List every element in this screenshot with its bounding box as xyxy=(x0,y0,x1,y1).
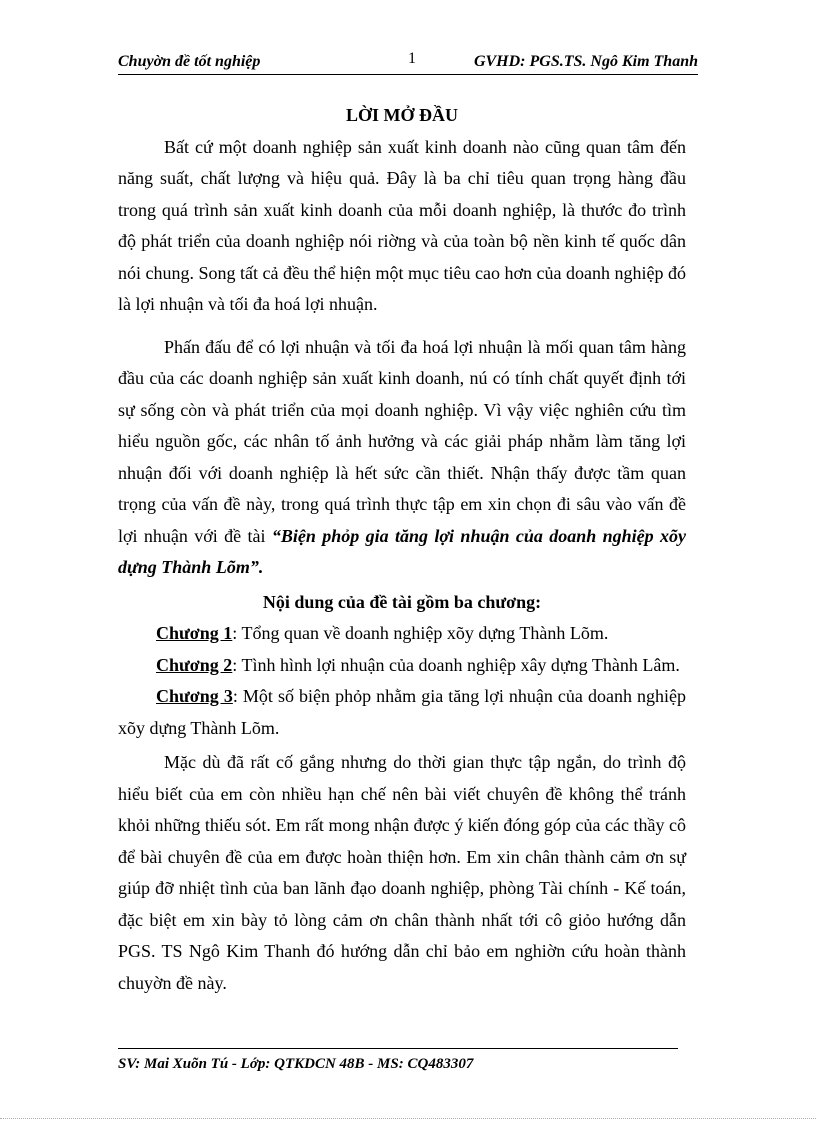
contents-heading: Nội dung của đề tài gồm ba chương: xyxy=(262,591,542,612)
paragraph-intro: Bất cứ một doanh nghiệp sản xuất kinh doanh nào cũng quan tâm đến năng suất, chất lượng và hiệu quả. Đây là ba chỉ tiêu quan trọng hàng đầu trong quá trình sản xuất kinh doanh của mỗi doanh nghiệp, là thước đo trình độ phát triển của doanh nghiệp nói riờng và của toàn bộ nền kinh tế quốc dân nói chung. Song tất cả đều thể hiện một mục tiêu cao hơn của doanh nghiệp đó là lợi nhuận và tối đa hoá lợi nhuận. xyxy=(118,136,686,314)
page-bottom-divider xyxy=(0,1118,816,1119)
chapter-2-label: Chương 2 xyxy=(156,654,233,675)
chapter-2 xyxy=(118,650,686,682)
chapter-1-label: Chương 1 xyxy=(156,623,233,643)
paragraph-topic-text: Phấn đấu để có lợi nhuận và tối đa hoá lợi nhuận là mối quan tâm hàng đầu của các doanh nghiệp sản xuất kinh doanh, nú có tính chất quyết định tới sự sống còn và phát triển của mọi doanh nghiệp. Vì vậy việc nghiên cứu tìm hiểu nguồn gốc, các nhân tố ảnh hưởng và các giải pháp nhằm làm tăng lợi nhuận đối với doanh nghiệp là hết sức cần thiết. Nhận thấy được tầm quan trọng của vấn đề này, trong quá trình thực tập em xin chọn đi sâu vào vấn đề lợi nhuận với đề tài xyxy=(118,336,686,546)
paragraph-acknowledgement: Mặc dù đã rất cố gắng nhưng do thời gian thực tập ngắn, do trình độ hiểu biết của em còn nhiều hạn chế nên bài viết chuyên đề không thể tránh khỏi những thiếu sót. Em rất mong nhận được ý kiến đóng góp của các thầy cô để bài chuyên đề của em được hoàn thiện hơn. Em xin chân thành cảm ơn sự giúp đỡ nhiệt tình của ban lãnh đạo doanh nghiệp, phòng Tài chính - Kế toán, đặc biệt em xin bày tỏ lòng cảm ơn chân thành nhất tới cô giỏo hướng dẫn PGS. TS Ngô Kim Thanh đó hướng dẫn chỉ bảo em nghiờn cứu hoàn thành chuyờn đề này. xyxy=(118,752,686,993)
thesis-topic: “Biện phỏp gia tăng lợi nhuận của doanh nghiệp xõy dựng Thành Lõm”. xyxy=(118,525,686,577)
document-body xyxy=(118,100,686,999)
chapter-2-title: : Tình hình lợi nhuận của doanh nghiệp xây dựng Thành Lâm. xyxy=(232,654,680,675)
chapter-3-title: : Một số biện phỏp nhằm gia tăng lợi nhuận của doanh nghiệp xõy dựng Thành Lõm. xyxy=(118,686,686,738)
chapter-1 xyxy=(118,618,686,650)
chapter-1-title: : Tổng quan về doanh nghiệp xõy dựng Thành Lõm. xyxy=(232,623,609,643)
page-number: 1 xyxy=(408,50,416,67)
page-header xyxy=(118,50,698,75)
paragraph-topic xyxy=(118,332,686,584)
chapter-3-label: Chương 3 xyxy=(156,686,233,706)
chapter-3 xyxy=(118,681,686,744)
document-title: LỜI MỞ ĐẦU xyxy=(346,105,458,125)
header-doc-type: Chuyờn đề tốt nghiệp xyxy=(118,53,261,70)
footer-student-info: SV: Mai Xuõn Tú - Lớp: QTKDCN 48B - MS: CQ483307 xyxy=(118,1056,474,1072)
header-advisor: GVHD: PGS.TS. Ngô Kim Thanh xyxy=(473,53,698,70)
page-footer xyxy=(118,1048,678,1073)
